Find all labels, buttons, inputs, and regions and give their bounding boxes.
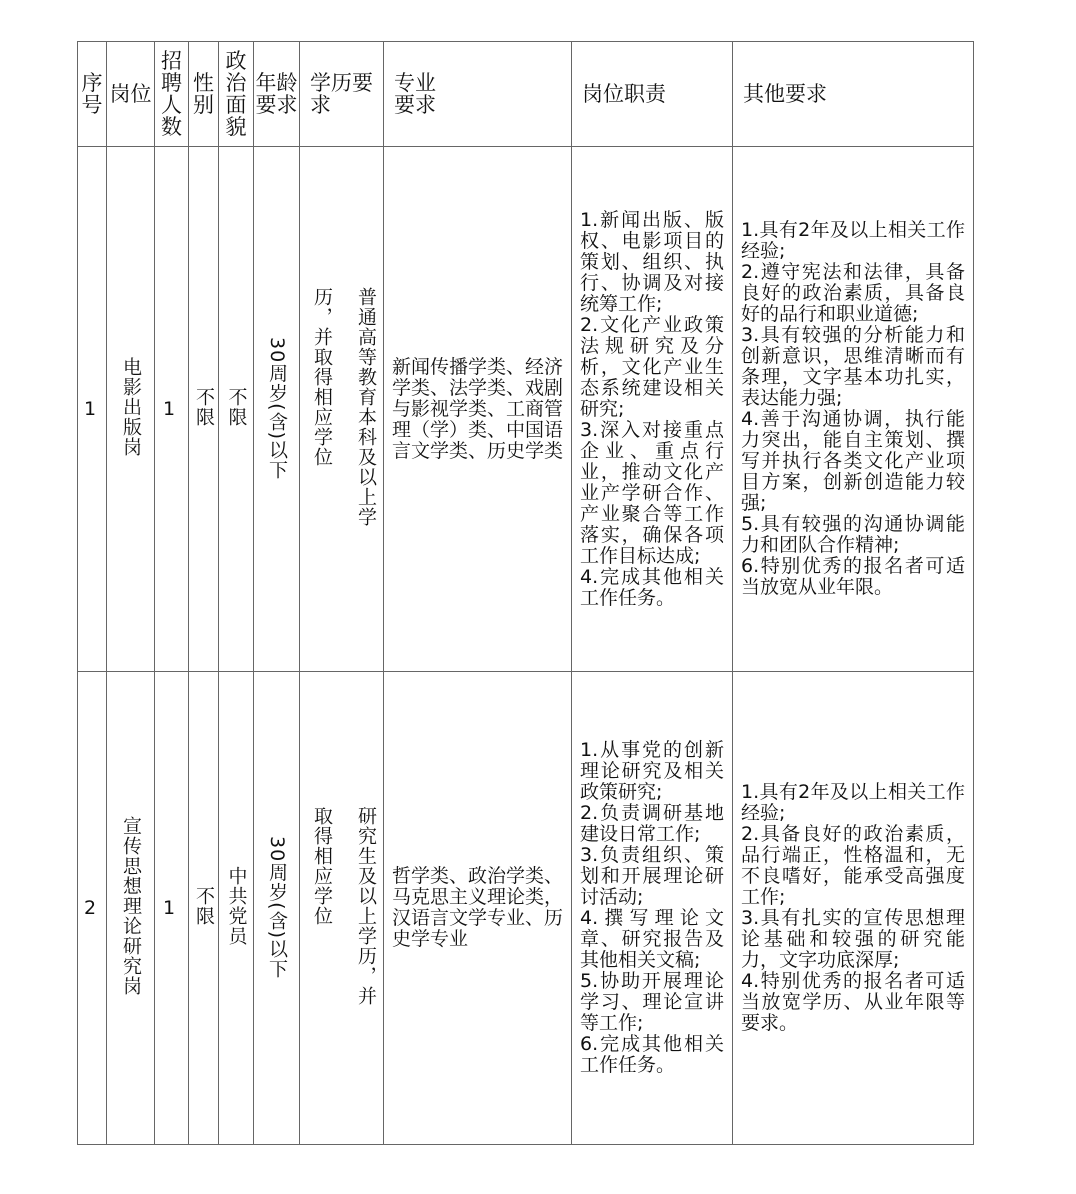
row-others: [733, 672, 974, 1145]
row-post: 宣传思想理论研究岗: [120, 815, 142, 996]
duty-item: 4.撰写理论文章、研究报告及其他相关文稿;: [580, 907, 724, 971]
duty-item: 6.完成其他相关工作任务。: [580, 1033, 724, 1076]
duty-item: 3.深入对接重点企业、重点行业，推动文化产业产学研合作、产业聚合等工作落实，确保各项工作目标达成;: [580, 418, 724, 567]
header-age: 年龄要求: [254, 42, 300, 147]
row-political: 不限: [225, 386, 248, 427]
other-item: 5.具有较强的沟通协调能力和团队合作精神;: [741, 513, 965, 556]
header-education: 学历要求: [300, 42, 384, 147]
row-count: 1: [155, 672, 189, 1145]
other-item: 3.具有扎实的宣传思想理论基础和较强的研究能力，文字功底深厚;: [741, 907, 965, 971]
row-age: 30周岁(含)以下: [266, 337, 288, 481]
row-age-cell: [254, 147, 300, 672]
row-education: 普通高等教育本科及以上学历，并取得相应学位: [311, 286, 377, 527]
row-gender: 不限: [193, 885, 215, 926]
header-gender: 性别: [189, 42, 219, 147]
other-item: 2.遵守宪法和法律，具备良好的政治素质，具备良好的品行和职业道德;: [741, 261, 965, 325]
row-seq: 2: [78, 672, 107, 1145]
header-duty: 岗位职责: [572, 42, 733, 147]
header-other: 其他要求: [733, 42, 974, 147]
other-item: 4.特别优秀的报名者可适当放宽学历、从业年限等要求。: [741, 970, 965, 1034]
header-major: 专业要求: [384, 42, 572, 147]
row-others: [733, 147, 974, 672]
duty-item: 5.协助开展理论学习、理论宣讲等工作;: [580, 970, 724, 1034]
row-age: 30周岁(含)以下: [266, 836, 288, 980]
row-gender-cell: [189, 147, 219, 672]
row-political: 中共党员: [225, 865, 248, 946]
other-item: 2.具备良好的政治素质，品行端正，性格温和，无不良嗜好，能承受高强度工作;: [741, 823, 965, 908]
duty-item: 3.负责组织、策划和开展理论研讨活动;: [580, 844, 724, 908]
header-count: 招聘人数: [155, 42, 189, 147]
row-education: 研究生及以上学历，并取得相应学位: [311, 805, 377, 1006]
other-item: 3.具有较强的分析能力和创新意识，思维清晰而有条理，文字基本功扎实，表达能力强;: [741, 324, 965, 409]
row-political-cell: [219, 672, 254, 1145]
row-duties: [572, 147, 733, 672]
other-item: 1.具有2年及以上相关工作经验;: [741, 219, 965, 262]
row-major: 哲学类、政治学类、马克思主义理论类，汉语言文学专业、历史学专业: [384, 672, 572, 1145]
row-gender-cell: [189, 672, 219, 1145]
row-education-cell: [300, 147, 384, 672]
row-education-cell: [300, 672, 384, 1145]
row-duties: [572, 672, 733, 1145]
row-gender: 不限: [193, 386, 215, 427]
row-post-cell: [107, 672, 155, 1145]
row-post-cell: [107, 147, 155, 672]
header-seq: 序号: [78, 42, 107, 147]
row-major: 新闻传播学类、经济学类、法学类、戏剧与影视学类、工商管理（学）类、中国语言文学类、历史学类: [384, 147, 572, 672]
header-post: 岗位: [107, 42, 155, 147]
duty-item: 2.负责调研基地建设日常工作;: [580, 802, 724, 845]
other-item: 6.特别优秀的报名者可适当放宽从业年限。: [741, 555, 965, 598]
row-count: 1: [155, 147, 189, 672]
other-item: 4.善于沟通协调，执行能力突出，能自主策划、撰写并执行各类文化产业项目方案，创新创造能力较强;: [741, 408, 965, 514]
row-seq: 1: [78, 147, 107, 672]
row-post: 电影出版岗: [120, 356, 142, 457]
row-political-cell: [219, 147, 254, 672]
table-row: [78, 147, 974, 672]
duty-item: 4.完成其他相关工作任务。: [580, 565, 724, 609]
duty-item: 1.从事党的创新理论研究及相关政策研究;: [580, 739, 724, 803]
recruitment-table: [77, 41, 974, 1145]
table-row: [78, 672, 974, 1145]
header-row: [78, 42, 974, 147]
duty-item: 1.新闻出版、版权、电影项目的策划、组织、执行、协调及对接统筹工作;: [580, 208, 724, 315]
duty-item: 2.文化产业政策法规研究及分析，文化产业生态系统建设相关研究;: [580, 313, 724, 420]
row-age-cell: [254, 672, 300, 1145]
header-political: 政治面貌: [219, 42, 254, 147]
other-item: 1.具有2年及以上相关工作经验;: [741, 781, 965, 824]
